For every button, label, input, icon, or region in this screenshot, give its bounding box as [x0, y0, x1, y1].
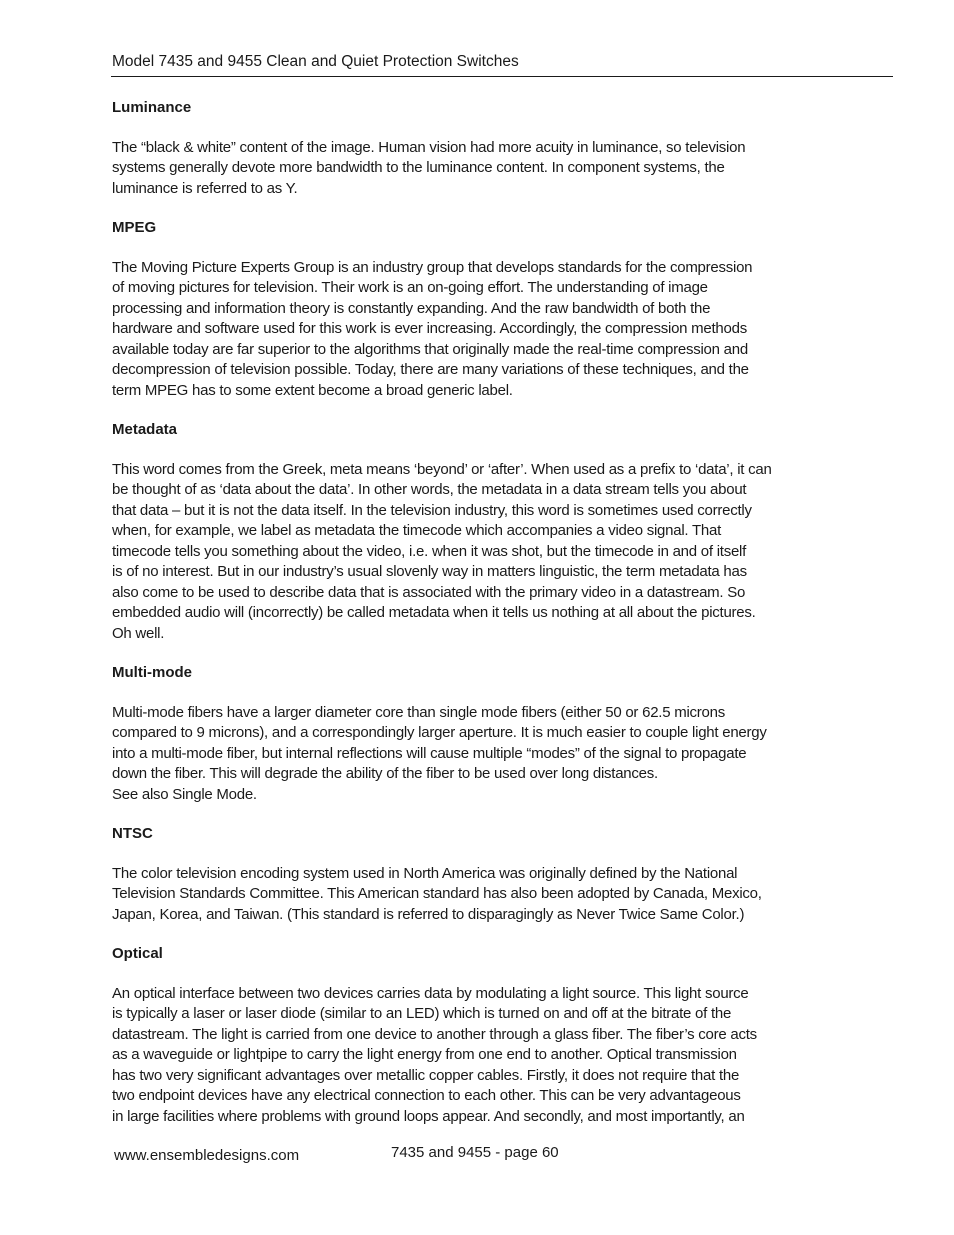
term-heading: Optical [112, 945, 163, 962]
text-line: of moving pictures for television. Their work is an on-going effort. The understanding of image [112, 279, 708, 296]
definition-paragraph [112, 984, 847, 1128]
text-line: as a waveguide or lightpipe to carry the light energy from one end to another. Optical transmission [112, 1046, 737, 1063]
term-heading: Luminance [112, 99, 192, 116]
glossary-entry-mpeg [112, 218, 847, 401]
term-heading: MPEG [112, 219, 157, 236]
header-rule [111, 76, 893, 77]
text-line: luminance is referred to as Y. [112, 179, 298, 197]
footer-website: www.ensembledesigns.com [114, 1147, 300, 1164]
text-line: Japan, Korea, and Taiwan. (This standard is referred to disparagingly as Never Twice Same Color.) [112, 905, 745, 923]
definition-paragraph [112, 138, 847, 200]
definition-paragraph [112, 460, 847, 645]
term-heading: Multi-mode [112, 664, 192, 681]
glossary-entry-luminance [112, 98, 847, 199]
text-line: The Moving Picture Experts Group is an industry group that develops standards for the compression [112, 258, 753, 276]
text-line: Multi-mode fibers have a larger diameter core than single mode fibers (either 50 or 62.5 microns [112, 703, 725, 721]
text-line: processing and information theory is constantly expanding. And the raw bandwidth of both the [112, 299, 711, 317]
text-line: timecode tells you something about the video, i.e. when it was shot, but the timecode in and of itself [112, 542, 747, 560]
text-line: An optical interface between two devices carries data by modulating a light source. This light source [112, 984, 749, 1002]
text-line: compared to 9 microns), and a correspondingly larger aperture. It is much easier to couple light energy [112, 724, 767, 741]
text-line: when, for example, we label as metadata the timecode which accompanies a video signal. That [112, 522, 721, 539]
text-line: term MPEG has to some extent become a broad generic label. [112, 381, 513, 399]
text-line: This word comes from the Greek, meta means ‘beyond’ or ‘after’. When used as a prefix to ‘data’, it can [112, 460, 772, 478]
text-line: is of no interest. But in our industry’s usual slovenly way in matters linguistic, the term metadata has [112, 563, 747, 580]
text-line: The color television encoding system used in North America was originally defined by the National [112, 864, 738, 882]
term-heading: Metadata [112, 421, 178, 438]
text-line: See also Single Mode. [112, 785, 257, 803]
text-line: has two very significant advantages over metallic copper cables. Firstly, it does not require that the [112, 1066, 740, 1084]
glossary-content [112, 98, 847, 1146]
text-line: available today are far superior to the algorithms that originally made the real-time compression and [112, 340, 748, 358]
text-line: in large facilities where problems with ground loops appear. And secondly, and most importantly, an [112, 1107, 745, 1125]
text-line: hardware and software used for this work is ever increasing. Accordingly, the compression methods [112, 320, 747, 337]
text-line: systems generally devote more bandwidth to the luminance content. In component systems, the [112, 159, 725, 176]
text-line: Television Standards Committee. This American standard has also been adopted by Canada, Mexico, [112, 885, 762, 902]
text-line: Oh well. [112, 624, 165, 642]
text-line: decompression of television possible. Today, there are many variations of these techniques, and the [112, 361, 749, 378]
text-line: embedded audio will (incorrectly) be called metadata when it tells us nothing at all about the pictures. [112, 604, 756, 621]
text-line: The “black & white” content of the image. Human vision had more acuity in luminance, so television [112, 138, 746, 156]
glossary-entry-ntsc [112, 824, 847, 925]
text-line: two endpoint devices have any electrical connection to each other. This can be very advantageous [112, 1087, 741, 1104]
footer-page-number: 7435 and 9455 - page 60 [391, 1144, 559, 1161]
text-line: datastream. The light is carried from one device to another through a glass fiber. The fiber’s core acts [112, 1025, 757, 1043]
running-header: Model 7435 and 9455 Clean and Quiet Protection Switches [112, 53, 519, 70]
text-line: down the fiber. This will degrade the ability of the fiber to be used over long distances. [112, 765, 658, 782]
glossary-entry-optical [112, 944, 847, 1127]
text-line: into a multi-mode fiber, but internal reflections will cause multiple “modes” of the signal to propagate [112, 744, 747, 762]
definition-paragraph [112, 703, 847, 806]
glossary-entry-metadata [112, 420, 847, 644]
definition-paragraph [112, 864, 847, 926]
text-line: be thought of as ‘data about the data’. In other words, the metadata in a data stream tells you about [112, 481, 747, 498]
definition-paragraph [112, 258, 847, 402]
text-line: is typically a laser or laser diode (similar to an LED) which is turned on and off at the bitrate of the [112, 1005, 732, 1022]
text-line: also come to be used to describe data that is associated with the primary video in a datastream. So [112, 583, 746, 601]
term-heading: NTSC [112, 825, 153, 842]
text-line: that data – but it is not the data itself. In the television industry, this word is sometimes used correctly [112, 501, 752, 519]
glossary-entry-multi-mode [112, 663, 847, 805]
